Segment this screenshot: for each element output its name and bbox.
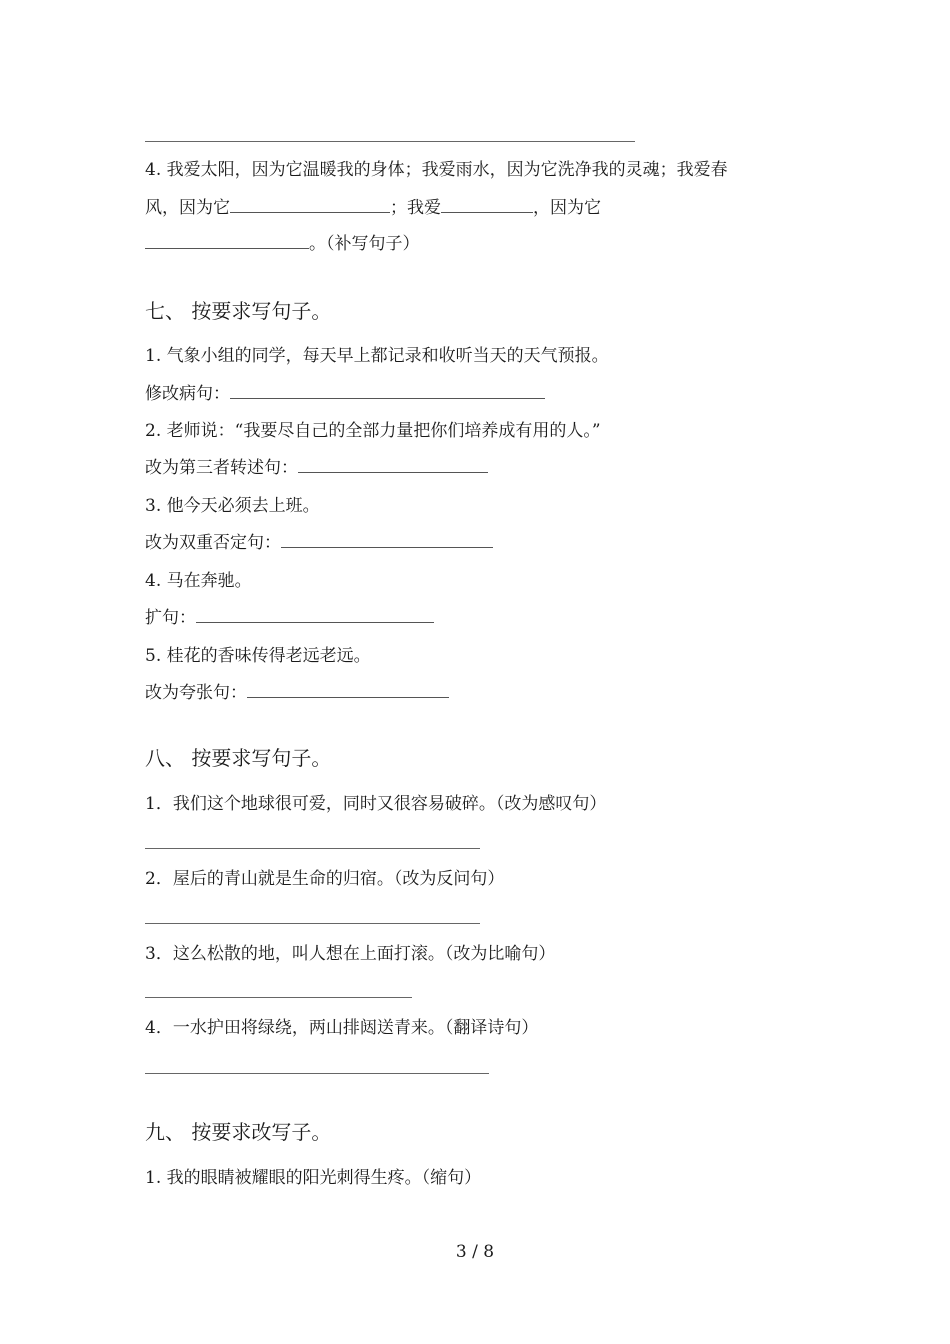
- question-7-2: 2. 老师说：“我要尽自己的全部力量把你们培养成有用的人。”: [145, 421, 601, 441]
- prompt-label: 修改病句：: [145, 384, 230, 404]
- page-number: 3 / 8: [455, 1242, 495, 1262]
- answer-blank[interactable]: [196, 606, 434, 623]
- answer-7-2: [145, 456, 488, 480]
- question-9-1: 1. 我的眼睛被耀眼的阳光刺得生疼。（缩句）: [145, 1168, 482, 1188]
- answer-blank[interactable]: [247, 681, 449, 698]
- answer-line-8-1[interactable]: [145, 848, 480, 849]
- prompt-label: 改为夸张句：: [145, 683, 247, 703]
- answer-line-8-2[interactable]: [145, 923, 480, 924]
- section-heading-9: 九、 按要求改写子。: [145, 1120, 332, 1144]
- question-8-3: 3．这么松散的地，叫人想在上面打滚。（改为比喻句）: [145, 944, 556, 964]
- question-text: 。（补写句子）: [309, 234, 420, 254]
- section-heading-8: 八、 按要求写句子。: [145, 746, 332, 770]
- question-7-1: 1. 气象小组的同学，每天早上都记录和收听当天的天气预报。: [145, 346, 609, 366]
- fill-blank[interactable]: [145, 232, 309, 249]
- answer-blank[interactable]: [281, 531, 493, 548]
- question-text: ；我爱: [390, 198, 441, 218]
- fill-blank[interactable]: [230, 196, 390, 213]
- answer-line-8-4[interactable]: [145, 1073, 489, 1074]
- prompt-label: 扩句：: [145, 608, 196, 628]
- prompt-label: 改为双重否定句：: [145, 533, 281, 553]
- fill-blank[interactable]: [441, 196, 533, 213]
- question-7-5: 5. 桂花的香味传得老远老远。: [145, 646, 371, 666]
- question-6-4-line1: [145, 158, 728, 182]
- answer-blank[interactable]: [298, 456, 488, 473]
- prompt-label: 改为第三者转述句：: [145, 458, 298, 478]
- question-8-2: 2．屋后的青山就是生命的归宿。（改为反问句）: [145, 869, 505, 889]
- answer-line-8-3[interactable]: [145, 997, 412, 998]
- question-7-4: 4. 马在奔驰。: [145, 571, 252, 591]
- answer-7-3: [145, 531, 493, 555]
- question-text: ，因为它: [533, 198, 601, 218]
- answer-blank[interactable]: [230, 382, 545, 399]
- question-8-4: 4．一水护田将绿绕，两山排闼送青来。（翻译诗句）: [145, 1018, 539, 1038]
- question-7-3: 3. 他今天必须去上班。: [145, 496, 320, 516]
- question-text: 4. 我爱太阳，因为它温暖我的身体；我爱雨水，因为它洗净我的灵魂；我爱春: [145, 160, 728, 180]
- answer-7-5: [145, 681, 449, 705]
- answer-line-top[interactable]: [145, 141, 635, 142]
- question-8-1: 1．我们这个地球很可爱，同时又很容易破碎。（改为感叹句）: [145, 794, 607, 814]
- question-text: 风，因为它: [145, 198, 230, 218]
- answer-7-4: [145, 606, 434, 630]
- question-6-4-line3: [145, 232, 420, 256]
- question-6-4-line2: [145, 196, 601, 220]
- section-heading-7: 七、 按要求写句子。: [145, 299, 332, 323]
- answer-7-1: [145, 382, 545, 406]
